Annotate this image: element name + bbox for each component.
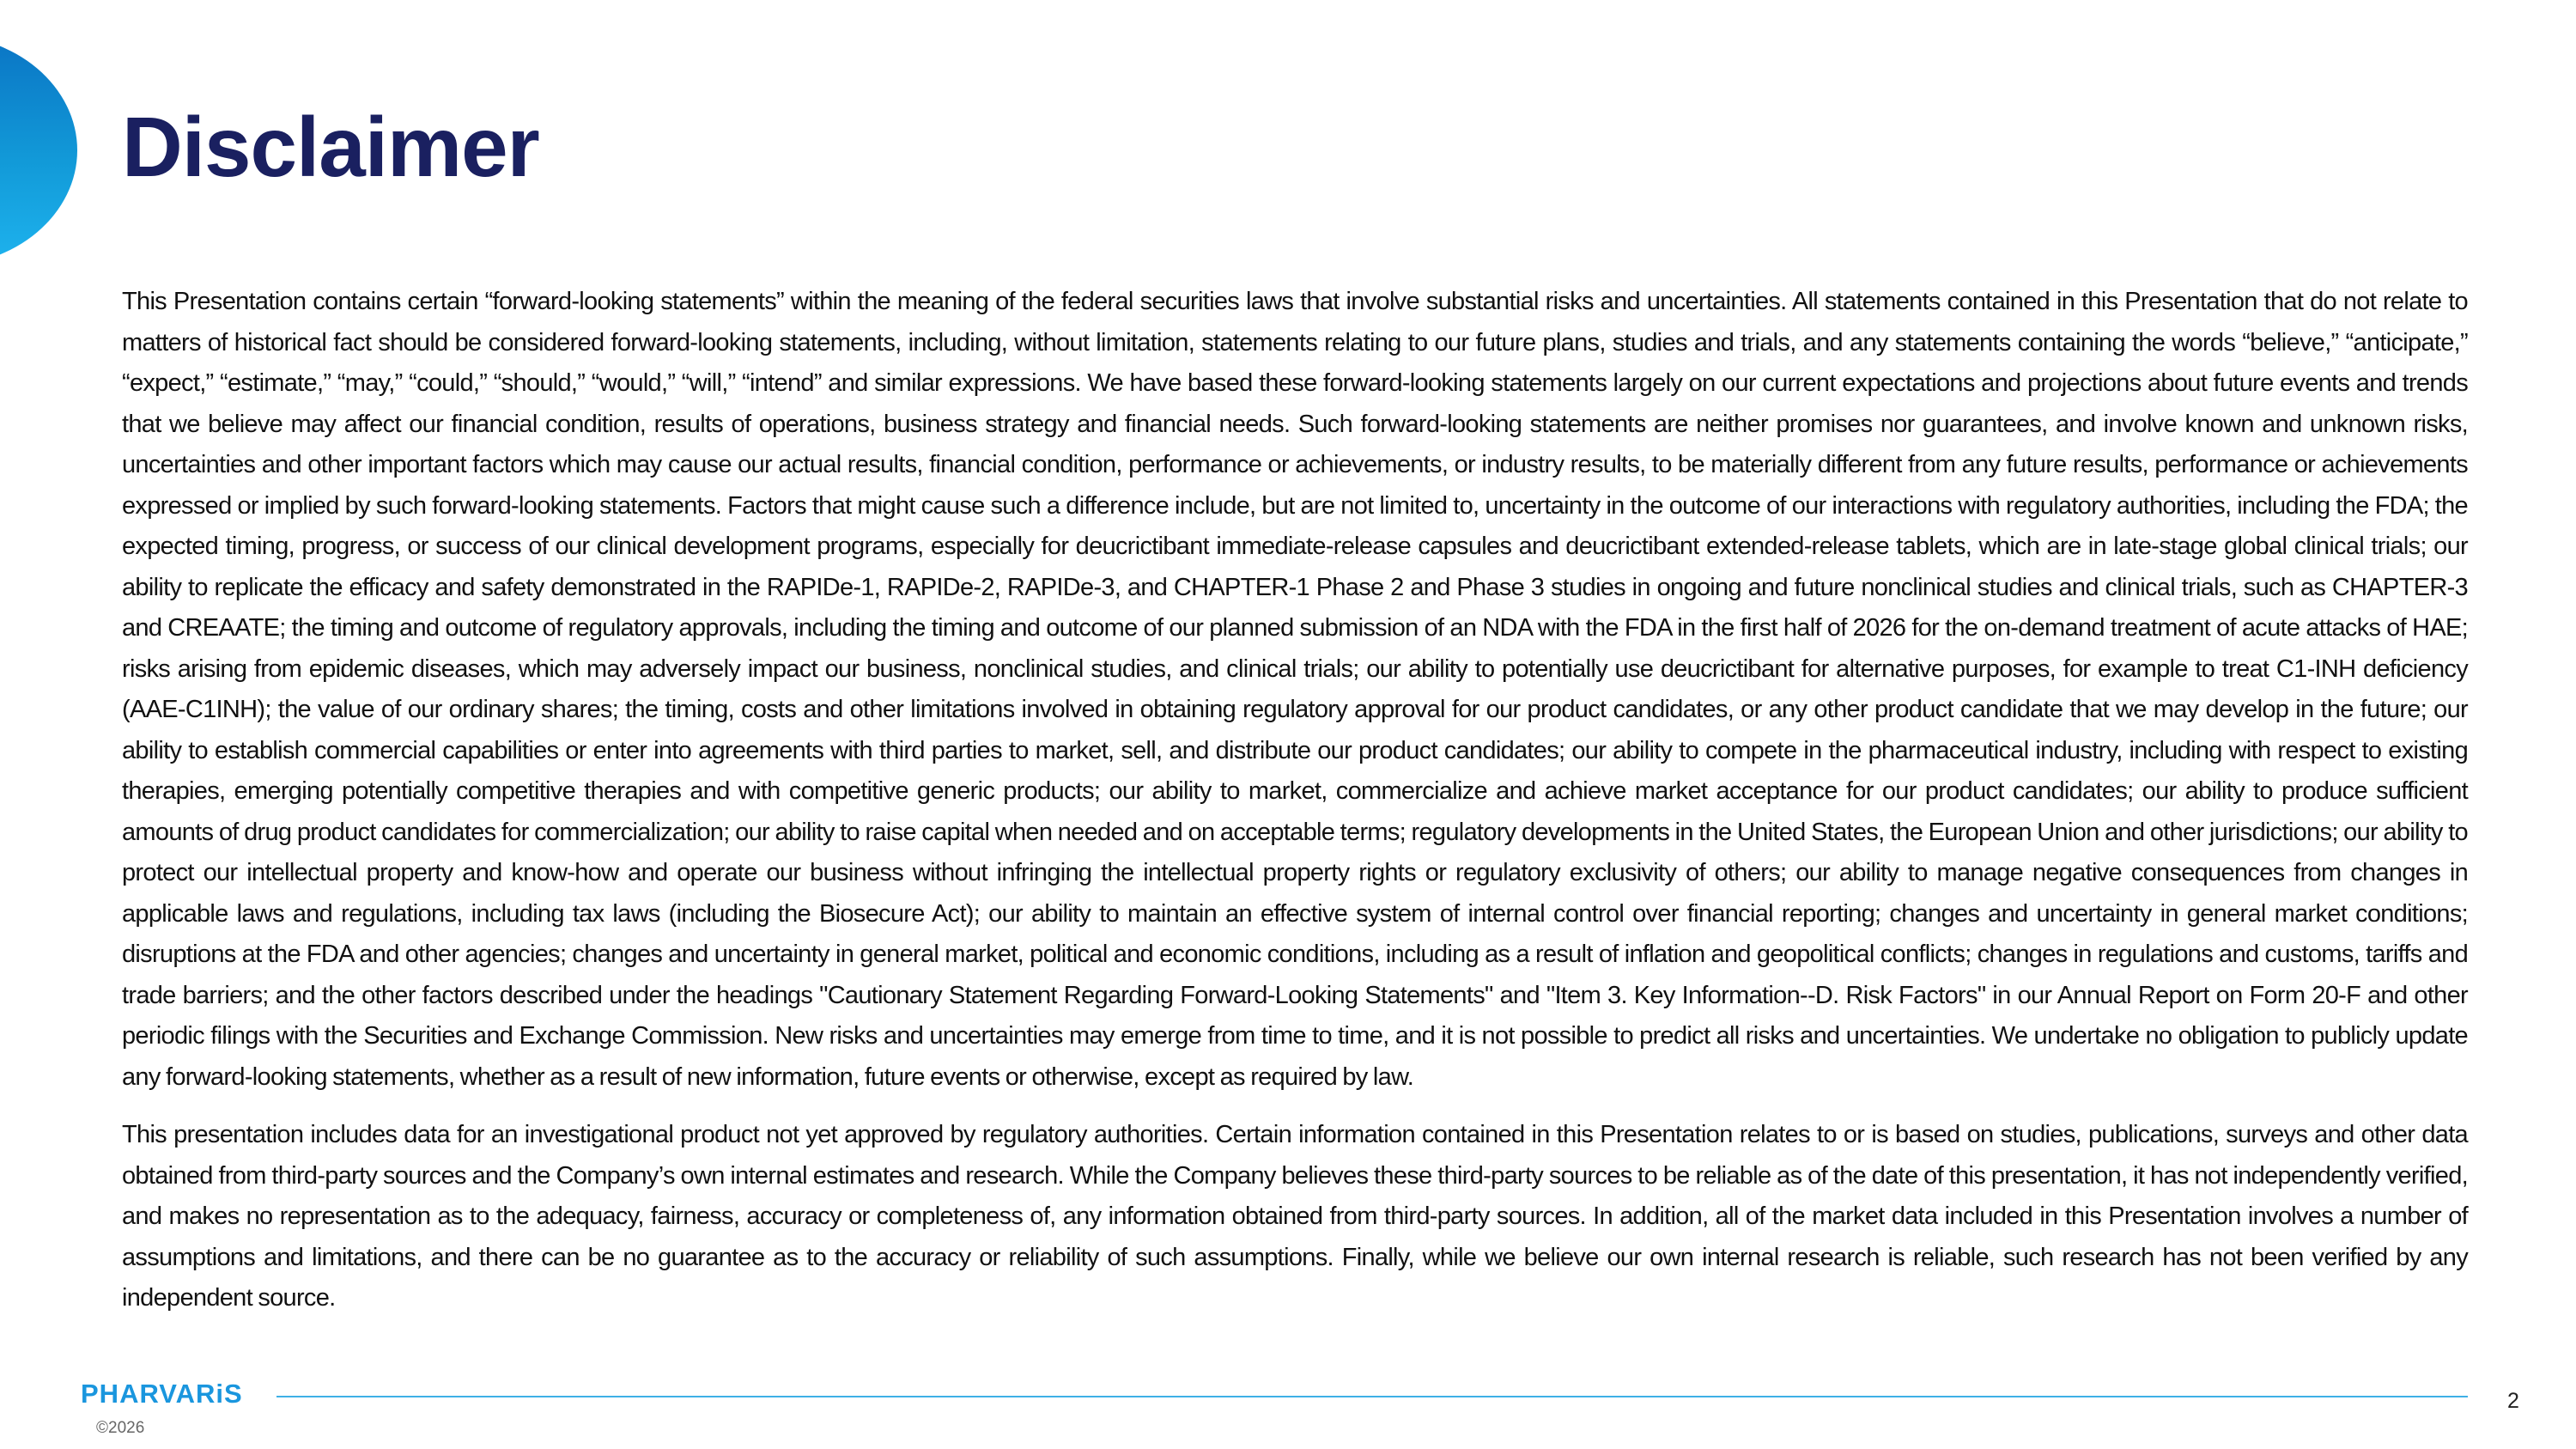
page-number: 2 [2507,1389,2519,1413]
disclaimer-body [122,282,2468,1319]
slide-title: Disclaimer [122,100,539,194]
footer-divider [276,1396,2468,1397]
copyright-notice: ©2026 [96,1419,145,1437]
forward-looking-statements-paragraph: This Presentation contains certain “forward-looking statements” within the meaning of the federal securities laws that involve substantial risks and uncertainties. All statements contained in this Presentation that do not relate to matters of historical fact should be considered forward-looking statements, including, without limitation, statements relating to our future plans, studies and trials, and any statements containing the words “believe,” “anticipate,” “expect,” “estimate,” “may,” “could,” “should,” “would,” “will,” “intend” and similar expressions. We have based these forward-looking statements largely on our current expectations and projections about future events and trends that we believe may affect our financial condition, results of operations, business strategy and financial needs. Such forward-looking statements are neither promises nor guarantees, and involve known and unknown risks, uncertainties and other important factors which may cause our actual results, financial condition, performance or achievements, or industry results, to be materially different from any future results, performance or achievements expressed or implied by such forward-looking statements. Factors that might cause such a difference include, but are not limited to, uncertainty in the outcome of our interactions with regulatory authorities, including the FDA; the expected timing, progress, or success of our clinical development programs, especially for deucrictibant immediate-release capsules and deucrictibant extended-release tablets, which are in late-stage global clinical trials; our ability to replicate the efficacy and safety demonstrated in the RAPIDe-1, RAPIDe-2, RAPIDe-3, and CHAPTER-1 Phase 2 and Phase 3 studies in ongoing and future nonclinical studies and clinical trials, such as CHAPTER-3 and CREAATE; the timing and outcome of regulatory approvals, including the timing and outcome of our planned submission of an NDA with the FDA in the first half of 2026 for the on-demand treatment of acute attacks of HAE; risks arising from epidemic diseases, which may adversely impact our business, nonclinical studies, and clinical trials; our ability to potentially use deucrictibant for alternative purposes, for example to treat C1-INH deficiency (AAE-C1INH); the value of our ordinary shares; the timing, costs and other limitations involved in obtaining regulatory approval for our product candidates, or any other product candidate that we may develop in the future; our ability to establish commercial capabilities or enter into agreements with third parties to market, sell, and distribute our product candidates; our ability to compete in the pharmaceutical industry, including with respect to existing therapies, emerging potentially competitive therapies and with competitive generic products; our ability to market, commercialize and achieve market acceptance for our product candidates; our ability to produce sufficient amounts of drug product candidates for commercialization; our ability to raise capital when needed and on acceptable terms; regulatory developments in the United States, the European Union and other jurisdictions; our ability to protect our intellectual property and know-how and operate our business without infringing the intellectual property rights or regulatory exclusivity of others; our ability to manage negative consequences from changes in applicable laws and regulations, including tax laws (including the Biosecure Act); our ability to maintain an effective system of internal control over financial reporting; changes and uncertainty in general market conditions; disruptions at the FDA and other agencies; changes and uncertainty in general market, political and economic conditions, including as a result of inflation and geopolitical conflicts; changes in regulations and customs, tariffs and trade barriers; and the other factors described under the headings "Cautionary Statement Regarding Forward-Looking Statements" and "Item 3. Key Information--D. Risk Factors" in our Annual Report on Form 20-F and other periodic filings with the Securities and Exchange Commission. New risks and uncertainties may emerge from time to time, and it is not possible to predict all risks and uncertainties. We undertake no obligation to publicly update any forward-looking statements, whether as a result of new information, future events or otherwise, except as required by law. [122,288,2468,1091]
company-logo: PHARVARiS [81,1379,243,1409]
third-party-data-paragraph: This presentation includes data for an investigational product not yet approved by regulatory authorities. Certain information contained in this Presentation relates to or is based on studies, publications, surveys and other data obtained from third-party sources and the Company’s own internal estimates and research. While the Company believes these third-party sources to be reliable as of the date of this presentation, it has not independently verified, and makes no representation as to the adequacy, fairness, accuracy or completeness of, any information obtained from third-party sources. In addition, all of the market data included in this Presentation involves a number of assumptions and limitations, and there can be no guarantee as to the accuracy or reliability of such assumptions. Finally, while we believe our own internal research is reliable, such research has not been verified by any independent source. [122,1121,2468,1312]
corner-accent-shape [0,34,77,266]
